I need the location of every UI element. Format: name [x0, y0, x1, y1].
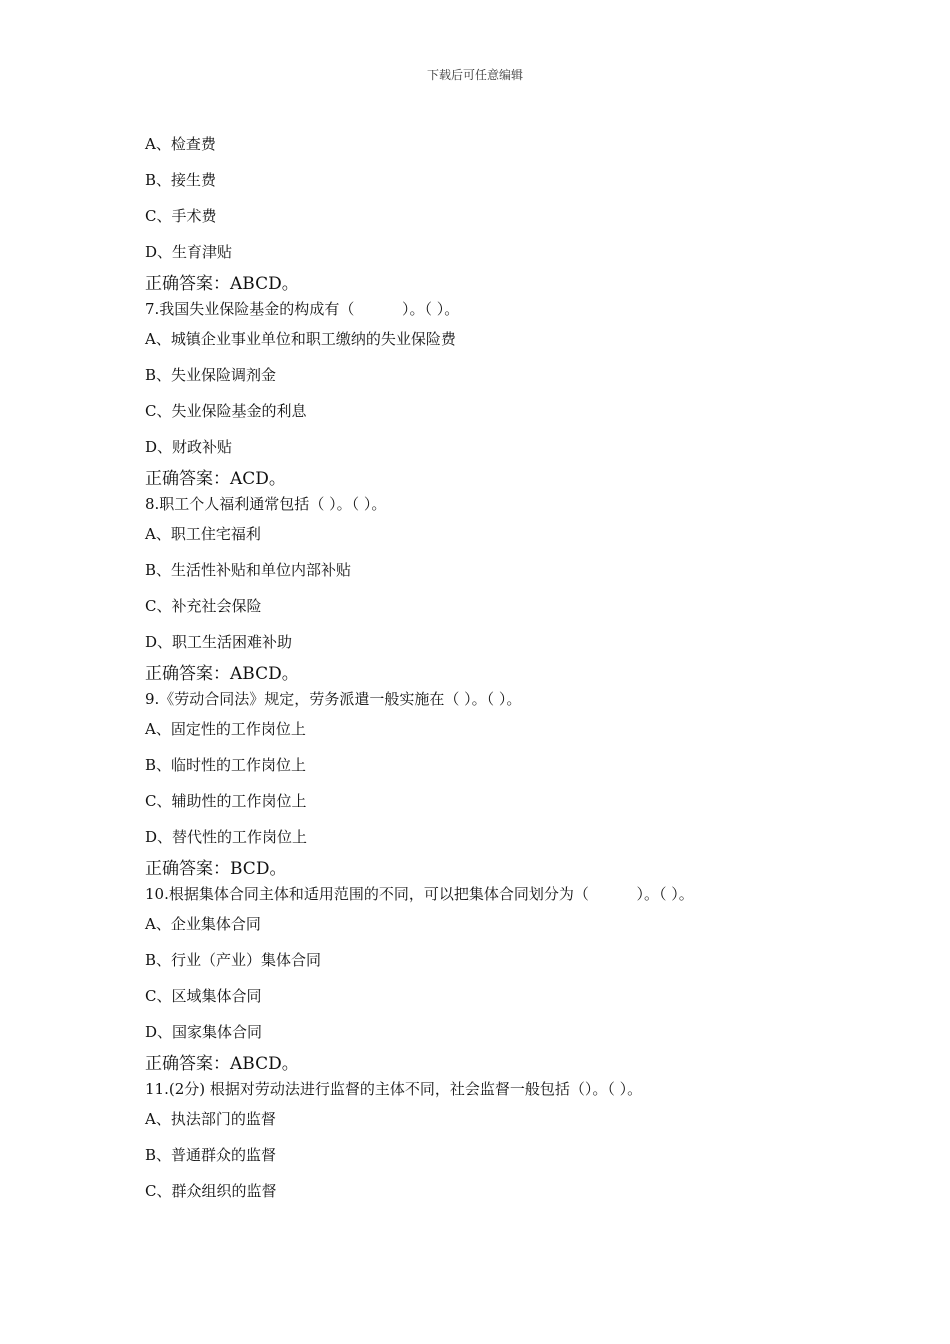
question-line: 10.根据集体合同主体和适用范围的不同，可以把集体合同划分为（ ）。（ ）。: [145, 885, 694, 903]
option-line: D、生育津贴: [145, 243, 233, 261]
option-line: C、区域集体合同: [145, 987, 262, 1005]
option-line: B、临时性的工作岗位上: [145, 756, 307, 774]
option-line: B、行业（产业）集体合同: [145, 951, 322, 969]
option-line: A、城镇企业事业单位和职工缴纳的失业保险费: [145, 330, 456, 348]
option-line: A、固定性的工作岗位上: [145, 720, 306, 738]
answer-line: 正确答案：BCD。: [145, 859, 287, 879]
answer-line: 正确答案：ACD。: [145, 469, 286, 489]
question-line: 7.我国失业保险基金的构成有（ ）。（ ）。: [145, 300, 460, 318]
option-line: B、生活性补贴和单位内部补贴: [145, 561, 352, 579]
option-line: D、国家集体合同: [145, 1023, 263, 1041]
option-line: A、企业集体合同: [145, 915, 261, 933]
option-line: C、手术费: [145, 207, 217, 225]
option-line: C、失业保险基金的利息: [145, 402, 307, 420]
option-line: A、执法部门的监督: [145, 1110, 276, 1128]
option-line: B、接生费: [145, 171, 217, 189]
page-header: 下载后可任意编辑: [426, 68, 523, 82]
option-line: A、职工住宅福利: [145, 525, 261, 543]
option-line: D、职工生活困难补助: [145, 633, 293, 651]
answer-line: 正确答案：ABCD。: [145, 1054, 299, 1074]
question-line: 9.《劳动合同法》规定，劳务派遣一般实施在（ ）。（ ）。: [145, 690, 522, 708]
question-line: 8.职工个人福利通常包括（ ）。（ ）。: [145, 495, 387, 513]
option-line: B、普通群众的监督: [145, 1146, 277, 1164]
option-line: C、辅助性的工作岗位上: [145, 792, 307, 810]
answer-line: 正确答案：ABCD。: [145, 274, 299, 294]
option-line: C、群众组织的监督: [145, 1182, 277, 1200]
option-line: A、检查费: [145, 135, 216, 153]
answer-line: 正确答案：ABCD。: [145, 664, 299, 684]
option-line: D、替代性的工作岗位上: [145, 828, 308, 846]
option-line: B、失业保险调剂金: [145, 366, 277, 384]
option-line: D、财政补贴: [145, 438, 233, 456]
option-line: C、补充社会保险: [145, 597, 262, 615]
question-line: 11.(2分) 根据对劳动法进行监督的主体不同，社会监督一般包括（）。（ ）。: [145, 1080, 643, 1098]
